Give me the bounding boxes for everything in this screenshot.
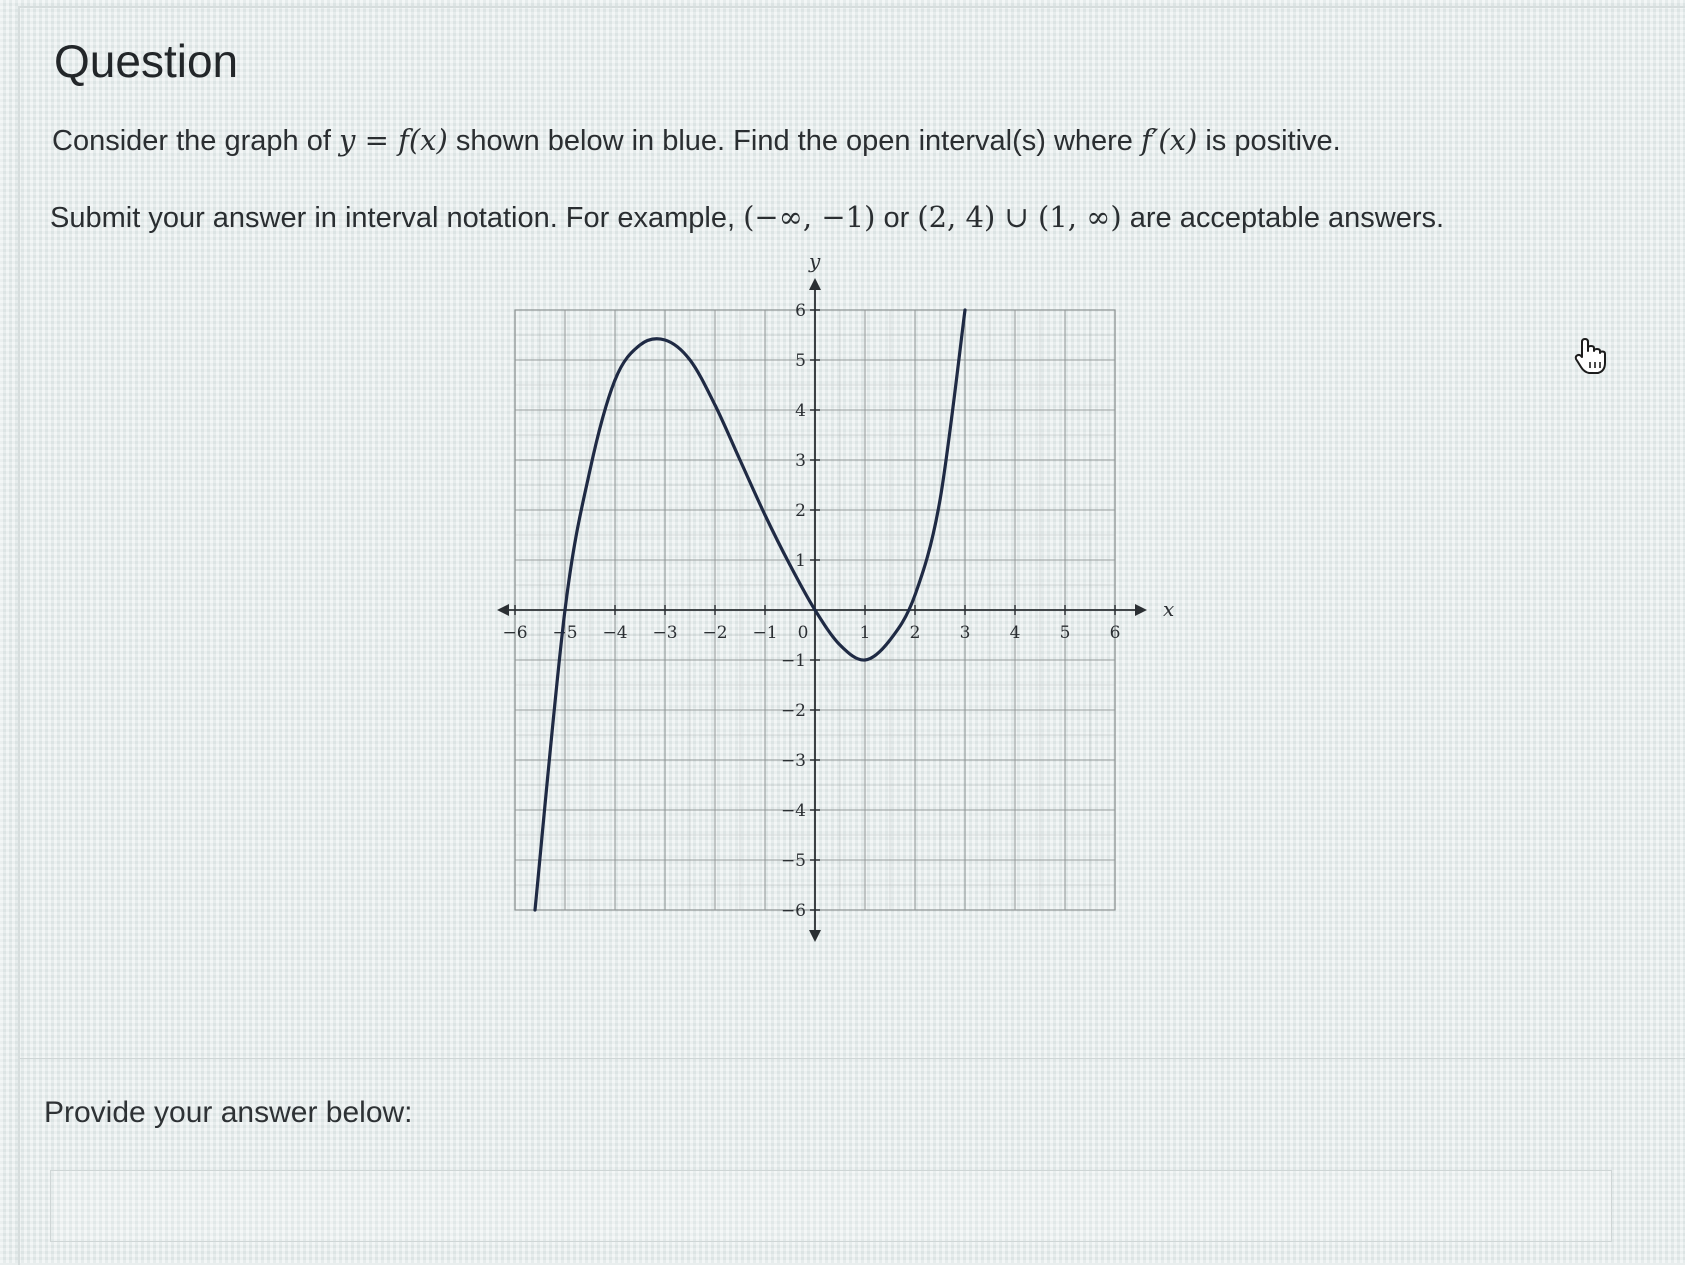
y-axis-up-arrow [809,278,821,290]
y-axis-label: y [809,258,821,273]
answer-label: Provide your answer below: [44,1096,413,1129]
prompt-text: is positive. [1197,125,1341,157]
function-graph [490,258,1240,1018]
math-x-paren: (x) [1158,123,1198,157]
y-tick-label: −6 [780,901,806,921]
math-f: f [398,123,409,157]
y-axis-down-arrow [809,930,821,942]
math-y: y [338,123,356,157]
prompt-text: shown below in blue. Find the open interval(s) where [447,125,1141,157]
math-x-paren: (x) [408,123,448,157]
y-tick-label: 5 [795,351,806,371]
x-tick-label: −2 [702,623,728,643]
x-axis-left-arrow [497,604,509,616]
question-heading: Question [54,35,239,87]
answer-input-area[interactable] [50,1170,1612,1242]
y-tick-label: 3 [795,451,806,471]
x-axis-label: x [1163,597,1175,621]
example-interval-2: (2, 4) ∪ (1, ∞) [917,200,1122,234]
y-tick-label: 1 [795,551,806,571]
x-tick-label: −1 [752,623,778,643]
x-tick-label: 5 [1059,623,1071,643]
x-tick-label: 1 [859,623,871,643]
y-tick-label: −2 [780,701,806,721]
y-tick-label: 2 [795,501,806,521]
question-instruction [50,197,1610,238]
x-tick-label: −4 [602,623,628,643]
x-tick-label: 3 [959,623,971,643]
y-tick-label: −1 [780,651,806,671]
x-tick-label: 4 [1009,623,1021,643]
prompt-text: Consider the graph of [52,125,339,157]
x-axis-right-arrow [1135,604,1147,616]
instruction-text: are acceptable answers. [1121,202,1445,234]
x-tick-label: 0 [797,623,809,643]
section-divider [20,1058,1685,1059]
math-equals: = [355,123,399,157]
y-tick-label: 4 [795,401,806,421]
y-tick-label: 6 [795,301,806,321]
x-tick-label: −5 [552,623,578,643]
y-tick-label: −5 [780,851,806,871]
x-tick-label: −6 [502,623,528,643]
math-f-prime: f′ [1140,123,1159,157]
y-tick-label: −4 [780,801,806,821]
example-interval-1: (−∞, −1) [743,200,876,234]
question-prompt [52,120,1552,161]
hand-cursor-icon [1572,336,1608,376]
instruction-text: Submit your answer in interval notation. For example, [50,202,744,234]
x-tick-label: 6 [1109,623,1121,643]
x-tick-label: 2 [909,623,921,643]
instruction-text: or [875,202,918,234]
x-tick-label: −3 [652,623,678,643]
y-tick-label: −3 [780,751,806,771]
